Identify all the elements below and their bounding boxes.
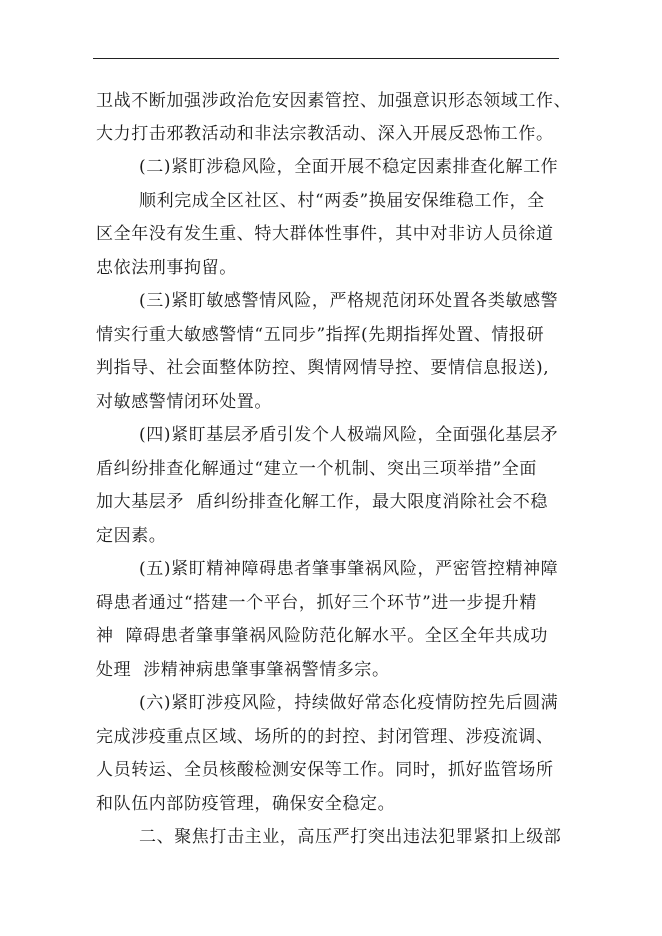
header-rule	[93, 58, 559, 59]
text-line-5: 区全年没有发生重、特大群体性事件，其中对非访人员徐道	[96, 224, 554, 244]
text-line-22: 和队伍内部防疫管理，确保安全稳定。	[96, 794, 396, 814]
text-line-9: 判指导、社会面整体防控、舆情网情导控、要情信息报送),	[96, 358, 550, 378]
text-line-10: 对敏感警情闭环处置。	[96, 392, 272, 412]
text-line-14: 定因素。	[96, 526, 167, 546]
text-line-1: 卫战不断加强涉政治危安因素管控、加强意识形态领域工作、	[96, 91, 572, 111]
text-line-6: 忠依法刑事拘留。	[96, 258, 237, 278]
text-line-12: 盾纠纷排查化解通过“建立一个机制、突出三项举措”全面	[96, 459, 537, 479]
text-line-20: 完成涉疫重点区域、场所的的封控、封闭管理、涉疫流调、	[96, 727, 554, 747]
text-line-13: 加大基层矛 盾纠纷排查化解工作，最大限度消除社会不稳	[96, 492, 549, 512]
text-line-15: (五)紧盯精神障碍患者肇事肇祸风险，严密管控精神障	[139, 559, 559, 579]
text-line-7: (三)紧盯敏感警情风险，严格规范闭环处置各类敏感警	[139, 291, 559, 311]
text-line-11: (四)紧盯基层矛盾引发个人极端风险，全面强化基层矛	[139, 425, 559, 445]
text-line-18: 处理 涉精神病患肇事肇祸警情多宗。	[96, 660, 390, 680]
text-line-3: (二)紧盯涉稳风险，全面开展不稳定因素排查化解工作	[139, 157, 559, 177]
text-line-8: 情实行重大敏感警情“五同步”指挥(先期指挥处置、情报研	[96, 325, 545, 345]
text-line-21: 人员转运、全员核酸检测安保等工作。同时，抓好监管场所	[96, 760, 554, 780]
text-line-23: 二、聚焦打击主业，高压严打突出违法犯罪紧扣上级部	[139, 827, 562, 847]
text-line-2: 大力打击邪教活动和非法宗教活动、深入开展反恐怖工作。	[96, 124, 554, 144]
text-line-16: 碍患者通过“搭建一个平台，抓好三个环节”进一步提升精	[96, 593, 537, 613]
text-line-17: 神 障碍患者肇事肇祸风险防范化解水平。全区全年共成功	[96, 626, 549, 646]
text-line-4: 顺利完成全区社区、村“两委”换届安保维稳工作，全	[139, 191, 545, 211]
text-line-19: (六)紧盯涉疫风险，持续做好常态化疫情防控先后圆满	[139, 693, 559, 713]
